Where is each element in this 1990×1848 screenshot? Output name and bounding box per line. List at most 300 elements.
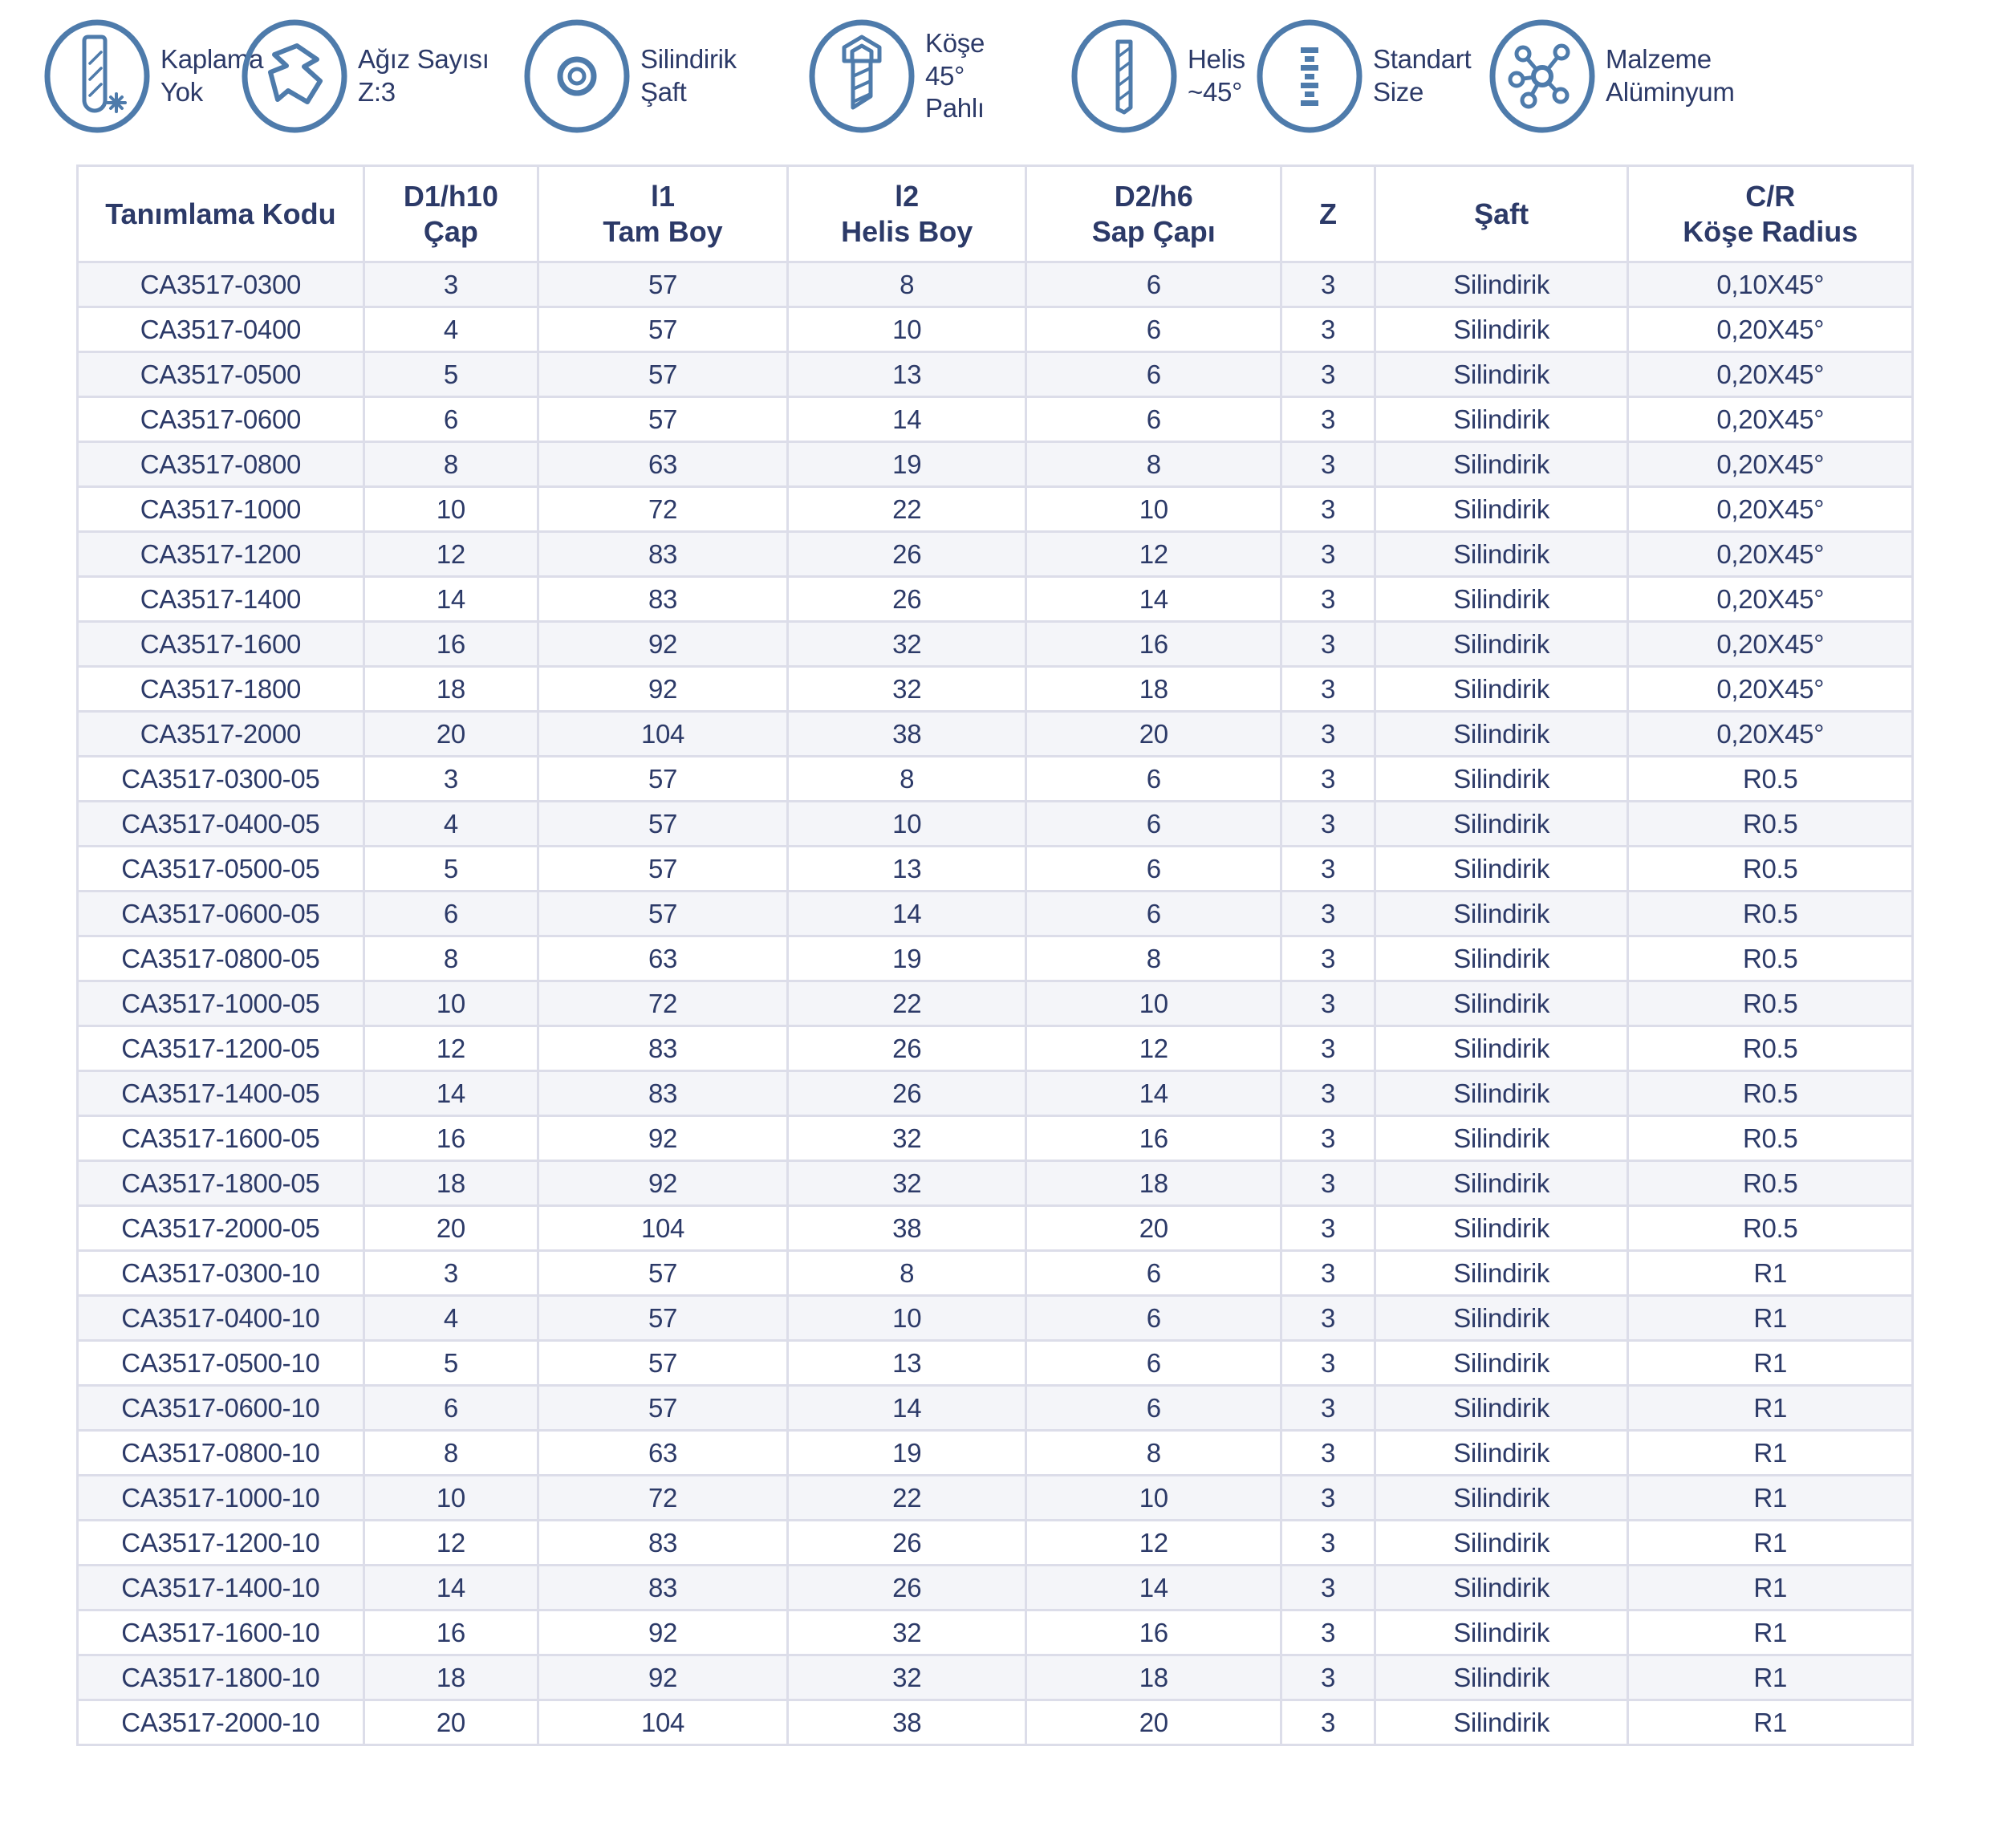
cell-cr: 0,20X45° [1628, 487, 1913, 532]
cell-code: CA3517-0600 [78, 397, 364, 442]
standard-size-icon [1254, 17, 1365, 136]
cell-l1: 57 [538, 262, 788, 307]
cell-cr: 0,20X45° [1628, 622, 1913, 667]
cell-z: 3 [1281, 1161, 1375, 1206]
table-row [78, 757, 1913, 802]
cell-z: 3 [1281, 936, 1375, 981]
column-header-d2: D2/h6 Sap Çapı [1026, 166, 1281, 262]
cell-d1: 4 [363, 307, 538, 352]
cell-cr: 0,20X45° [1628, 712, 1913, 757]
cell-shaft: Silindirik [1375, 1431, 1628, 1476]
cell-code: CA3517-1000-05 [78, 981, 364, 1026]
cell-z: 3 [1281, 847, 1375, 892]
table-row [78, 1341, 1913, 1386]
cell-d1: 8 [363, 1431, 538, 1476]
cell-d1: 10 [363, 487, 538, 532]
cell-code: CA3517-0800 [78, 442, 364, 487]
cell-cr: 0,20X45° [1628, 667, 1913, 712]
cell-l2: 8 [788, 262, 1026, 307]
cell-l2: 8 [788, 757, 1026, 802]
cell-shaft: Silindirik [1375, 307, 1628, 352]
cell-shaft: Silindirik [1375, 1251, 1628, 1296]
cell-z: 3 [1281, 352, 1375, 397]
cell-d1: 10 [363, 981, 538, 1026]
cell-code: CA3517-0400 [78, 307, 364, 352]
legend-label-corner-chamfer: Köşe 45° Pahlı [925, 27, 985, 124]
cell-d2: 6 [1026, 1386, 1281, 1431]
cell-d1: 5 [363, 352, 538, 397]
cell-l2: 32 [788, 622, 1026, 667]
cell-l2: 32 [788, 1610, 1026, 1655]
cell-l2: 32 [788, 1116, 1026, 1161]
cell-shaft: Silindirik [1375, 712, 1628, 757]
cell-z: 3 [1281, 1610, 1375, 1655]
cell-code: CA3517-2000-10 [78, 1700, 364, 1745]
cell-code: CA3517-1800 [78, 667, 364, 712]
cell-d1: 3 [363, 1251, 538, 1296]
cell-code: CA3517-1600 [78, 622, 364, 667]
table-header-row [78, 166, 1913, 262]
cell-l2: 38 [788, 712, 1026, 757]
cell-d1: 6 [363, 892, 538, 936]
cell-d2: 10 [1026, 1476, 1281, 1521]
cell-l2: 26 [788, 1026, 1026, 1071]
cell-cr: R1 [1628, 1431, 1913, 1476]
cell-z: 3 [1281, 532, 1375, 577]
cell-l1: 83 [538, 1521, 788, 1566]
cell-code: CA3517-0500 [78, 352, 364, 397]
cell-code: CA3517-0800-05 [78, 936, 364, 981]
cell-d2: 12 [1026, 1026, 1281, 1071]
cell-z: 3 [1281, 1071, 1375, 1116]
cell-d2: 8 [1026, 442, 1281, 487]
cell-d2: 6 [1026, 1296, 1281, 1341]
cell-l1: 57 [538, 397, 788, 442]
table-row [78, 802, 1913, 847]
corner-chamfer-icon [806, 17, 917, 136]
cell-l2: 10 [788, 802, 1026, 847]
cell-z: 3 [1281, 1296, 1375, 1341]
legend-label-helix-angle: Helis ~45° [1188, 44, 1245, 107]
cell-code: CA3517-0400-05 [78, 802, 364, 847]
cell-l1: 72 [538, 981, 788, 1026]
cell-l2: 32 [788, 1161, 1026, 1206]
cell-cr: R0.5 [1628, 936, 1913, 981]
cell-cr: 0,20X45° [1628, 397, 1913, 442]
flute-count-icon [239, 17, 350, 136]
table-row [78, 667, 1913, 712]
table-row [78, 712, 1913, 757]
cell-shaft: Silindirik [1375, 577, 1628, 622]
cell-d2: 14 [1026, 1071, 1281, 1116]
cell-z: 3 [1281, 1521, 1375, 1566]
cell-l2: 13 [788, 847, 1026, 892]
cell-d1: 20 [363, 1206, 538, 1251]
cell-l1: 57 [538, 1386, 788, 1431]
cell-d2: 6 [1026, 307, 1281, 352]
table-header [78, 166, 1913, 262]
cell-l1: 83 [538, 1026, 788, 1071]
cell-l1: 57 [538, 352, 788, 397]
cell-code: CA3517-1400 [78, 577, 364, 622]
cell-d1: 4 [363, 802, 538, 847]
cell-d1: 16 [363, 1116, 538, 1161]
cell-code: CA3517-2000 [78, 712, 364, 757]
cell-code: CA3517-1800-10 [78, 1655, 364, 1700]
table-row [78, 847, 1913, 892]
spec-table [76, 164, 1914, 1746]
cell-shaft: Silindirik [1375, 667, 1628, 712]
cell-cr: R0.5 [1628, 757, 1913, 802]
cell-l1: 72 [538, 487, 788, 532]
cell-code: CA3517-1000 [78, 487, 364, 532]
cell-z: 3 [1281, 1566, 1375, 1610]
cell-l2: 22 [788, 981, 1026, 1026]
cell-cr: R0.5 [1628, 892, 1913, 936]
cell-d1: 6 [363, 397, 538, 442]
material-aluminum-icon [1487, 17, 1598, 136]
cell-cr: 0,20X45° [1628, 352, 1913, 397]
cell-shaft: Silindirik [1375, 532, 1628, 577]
cell-cr: R1 [1628, 1655, 1913, 1700]
table-row [78, 307, 1913, 352]
cell-l1: 104 [538, 1206, 788, 1251]
cell-l2: 10 [788, 307, 1026, 352]
cell-l1: 83 [538, 1071, 788, 1116]
cell-d2: 6 [1026, 1251, 1281, 1296]
cell-d1: 18 [363, 1655, 538, 1700]
table-row [78, 1026, 1913, 1071]
cell-code: CA3517-0300-05 [78, 757, 364, 802]
cell-shaft: Silindirik [1375, 1296, 1628, 1341]
cell-l1: 104 [538, 1700, 788, 1745]
column-header-code: Tanımlama Kodu [78, 166, 364, 262]
cell-code: CA3517-1000-10 [78, 1476, 364, 1521]
cell-code: CA3517-1600-10 [78, 1610, 364, 1655]
legend-label-flute-count: Ağız Sayısı Z:3 [358, 44, 489, 107]
cell-l2: 38 [788, 1700, 1026, 1745]
cell-cr: 0,20X45° [1628, 442, 1913, 487]
legend-label-material-aluminum: Malzeme Alüminyum [1606, 44, 1735, 107]
cell-d2: 6 [1026, 397, 1281, 442]
cell-d1: 16 [363, 622, 538, 667]
cell-l2: 19 [788, 442, 1026, 487]
cell-shaft: Silindirik [1375, 487, 1628, 532]
legend-item-cylindrical-shaft [522, 16, 737, 136]
cell-d2: 18 [1026, 1161, 1281, 1206]
cell-code: CA3517-1200 [78, 532, 364, 577]
table-row [78, 1521, 1913, 1566]
cell-l2: 26 [788, 577, 1026, 622]
table-row [78, 1476, 1913, 1521]
cell-cr: R1 [1628, 1700, 1913, 1745]
cell-d2: 18 [1026, 667, 1281, 712]
legend-label-cylindrical-shaft: Silindirik Şaft [640, 44, 737, 107]
table-row [78, 1206, 1913, 1251]
cell-l1: 63 [538, 936, 788, 981]
cell-cr: R0.5 [1628, 1161, 1913, 1206]
cell-l1: 83 [538, 1566, 788, 1610]
cell-code: CA3517-0400-10 [78, 1296, 364, 1341]
cell-d2: 6 [1026, 847, 1281, 892]
cell-code: CA3517-1400-10 [78, 1566, 364, 1610]
table-row [78, 1700, 1913, 1745]
cell-d1: 16 [363, 1610, 538, 1655]
cell-shaft: Silindirik [1375, 1521, 1628, 1566]
cell-l1: 57 [538, 1251, 788, 1296]
cell-cr: R1 [1628, 1521, 1913, 1566]
cell-l2: 26 [788, 532, 1026, 577]
cell-d2: 16 [1026, 622, 1281, 667]
cell-cr: 0,20X45° [1628, 307, 1913, 352]
cell-l2: 38 [788, 1206, 1026, 1251]
table-row [78, 981, 1913, 1026]
cell-shaft: Silindirik [1375, 1116, 1628, 1161]
cell-z: 3 [1281, 262, 1375, 307]
cell-z: 3 [1281, 892, 1375, 936]
cell-d1: 5 [363, 847, 538, 892]
cell-l2: 32 [788, 1655, 1026, 1700]
cell-z: 3 [1281, 307, 1375, 352]
cell-z: 3 [1281, 667, 1375, 712]
cell-l1: 63 [538, 1431, 788, 1476]
cell-shaft: Silindirik [1375, 262, 1628, 307]
cell-l2: 19 [788, 936, 1026, 981]
legend-label-standard-size: Standart Size [1373, 44, 1472, 107]
cell-d1: 14 [363, 1566, 538, 1610]
cell-d1: 14 [363, 1071, 538, 1116]
cell-d2: 20 [1026, 712, 1281, 757]
table-row [78, 532, 1913, 577]
cell-l1: 57 [538, 1341, 788, 1386]
cell-l1: 92 [538, 1610, 788, 1655]
cell-cr: R1 [1628, 1566, 1913, 1610]
cell-shaft: Silindirik [1375, 1206, 1628, 1251]
cell-shaft: Silindirik [1375, 892, 1628, 936]
cell-cr: R0.5 [1628, 1071, 1913, 1116]
cell-z: 3 [1281, 1386, 1375, 1431]
cell-code: CA3517-2000-05 [78, 1206, 364, 1251]
cell-cr: R0.5 [1628, 1116, 1913, 1161]
cell-d2: 10 [1026, 981, 1281, 1026]
cell-z: 3 [1281, 397, 1375, 442]
cell-d1: 5 [363, 1341, 538, 1386]
legend-item-flute-count [239, 16, 489, 136]
cell-l2: 26 [788, 1521, 1026, 1566]
cell-cr: R0.5 [1628, 981, 1913, 1026]
cell-d1: 6 [363, 1386, 538, 1431]
table-row [78, 1386, 1913, 1431]
icon-legend [0, 0, 1990, 164]
column-header-cr: C/R Köşe Radius [1628, 166, 1913, 262]
cell-d1: 12 [363, 1026, 538, 1071]
legend-item-material-aluminum [1487, 16, 1735, 136]
helix-angle-icon [1069, 17, 1180, 136]
cell-l1: 92 [538, 1116, 788, 1161]
cell-code: CA3517-1800-05 [78, 1161, 364, 1206]
column-header-l2: l2 Helis Boy [788, 166, 1026, 262]
cell-l2: 26 [788, 1071, 1026, 1116]
cell-d1: 8 [363, 442, 538, 487]
cell-l1: 83 [538, 532, 788, 577]
cell-cr: R0.5 [1628, 1026, 1913, 1071]
cell-shaft: Silindirik [1375, 802, 1628, 847]
cell-d1: 18 [363, 1161, 538, 1206]
cell-shaft: Silindirik [1375, 1341, 1628, 1386]
cell-d1: 3 [363, 757, 538, 802]
legend-item-corner-chamfer [806, 16, 985, 136]
cell-z: 3 [1281, 1116, 1375, 1161]
cell-z: 3 [1281, 1431, 1375, 1476]
cell-z: 3 [1281, 442, 1375, 487]
cell-d2: 6 [1026, 352, 1281, 397]
cell-z: 3 [1281, 1341, 1375, 1386]
column-header-shaft: Şaft [1375, 166, 1628, 262]
cell-d2: 6 [1026, 802, 1281, 847]
table-body [78, 262, 1913, 1745]
table-row [78, 622, 1913, 667]
cell-z: 3 [1281, 1251, 1375, 1296]
table-row [78, 352, 1913, 397]
cell-code: CA3517-0300 [78, 262, 364, 307]
column-header-z: Z [1281, 166, 1375, 262]
cell-cr: R1 [1628, 1251, 1913, 1296]
cell-cr: R1 [1628, 1386, 1913, 1431]
cell-code: CA3517-0600-10 [78, 1386, 364, 1431]
cell-d2: 20 [1026, 1206, 1281, 1251]
cell-code: CA3517-0600-05 [78, 892, 364, 936]
cell-z: 3 [1281, 1476, 1375, 1521]
cell-z: 3 [1281, 1655, 1375, 1700]
cell-cr: R1 [1628, 1476, 1913, 1521]
cell-shaft: Silindirik [1375, 981, 1628, 1026]
cell-z: 3 [1281, 577, 1375, 622]
table-row [78, 577, 1913, 622]
cell-shaft: Silindirik [1375, 1655, 1628, 1700]
table-row [78, 1116, 1913, 1161]
cell-d2: 6 [1026, 757, 1281, 802]
table-row [78, 487, 1913, 532]
cell-cr: R1 [1628, 1610, 1913, 1655]
cell-l2: 22 [788, 487, 1026, 532]
cell-shaft: Silindirik [1375, 397, 1628, 442]
cell-code: CA3517-1200-05 [78, 1026, 364, 1071]
cell-shaft: Silindirik [1375, 1610, 1628, 1655]
cell-d1: 12 [363, 532, 538, 577]
cell-l2: 22 [788, 1476, 1026, 1521]
cell-l2: 19 [788, 1431, 1026, 1476]
table-row [78, 262, 1913, 307]
cell-l2: 13 [788, 1341, 1026, 1386]
table-row [78, 892, 1913, 936]
cell-shaft: Silindirik [1375, 1071, 1628, 1116]
table-row [78, 1161, 1913, 1206]
cell-l2: 14 [788, 1386, 1026, 1431]
cell-l1: 92 [538, 622, 788, 667]
cell-l2: 26 [788, 1566, 1026, 1610]
cell-z: 3 [1281, 1026, 1375, 1071]
cell-code: CA3517-1400-05 [78, 1071, 364, 1116]
table-row [78, 1566, 1913, 1610]
cell-cr: 0,20X45° [1628, 532, 1913, 577]
cylindrical-shaft-icon [522, 17, 632, 136]
cell-code: CA3517-1200-10 [78, 1521, 364, 1566]
table-row [78, 442, 1913, 487]
cell-cr: R0.5 [1628, 1206, 1913, 1251]
cell-l2: 10 [788, 1296, 1026, 1341]
cell-d1: 14 [363, 577, 538, 622]
cell-d2: 12 [1026, 532, 1281, 577]
cell-z: 3 [1281, 622, 1375, 667]
cell-shaft: Silindirik [1375, 936, 1628, 981]
cell-d2: 16 [1026, 1610, 1281, 1655]
cell-shaft: Silindirik [1375, 1566, 1628, 1610]
table-row [78, 1251, 1913, 1296]
cell-shaft: Silindirik [1375, 352, 1628, 397]
cell-l1: 63 [538, 442, 788, 487]
cell-l1: 57 [538, 307, 788, 352]
cell-d1: 18 [363, 667, 538, 712]
cell-d2: 14 [1026, 577, 1281, 622]
cell-d2: 8 [1026, 1431, 1281, 1476]
cell-d2: 20 [1026, 1700, 1281, 1745]
cell-d2: 12 [1026, 1521, 1281, 1566]
cell-shaft: Silindirik [1375, 1700, 1628, 1745]
cell-l1: 92 [538, 1161, 788, 1206]
cell-code: CA3517-0500-10 [78, 1341, 364, 1386]
legend-item-no-coating [42, 16, 263, 136]
cell-l1: 92 [538, 667, 788, 712]
cell-z: 3 [1281, 981, 1375, 1026]
cell-d1: 4 [363, 1296, 538, 1341]
cell-d2: 18 [1026, 1655, 1281, 1700]
cell-l2: 8 [788, 1251, 1026, 1296]
cell-d2: 6 [1026, 1341, 1281, 1386]
cell-cr: 0,10X45° [1628, 262, 1913, 307]
cell-cr: R1 [1628, 1341, 1913, 1386]
cell-d2: 6 [1026, 262, 1281, 307]
cell-code: CA3517-1600-05 [78, 1116, 364, 1161]
cell-d1: 3 [363, 262, 538, 307]
cell-shaft: Silindirik [1375, 442, 1628, 487]
cell-l1: 92 [538, 1655, 788, 1700]
cell-cr: R0.5 [1628, 847, 1913, 892]
cell-shaft: Silindirik [1375, 1386, 1628, 1431]
cell-l1: 104 [538, 712, 788, 757]
cell-z: 3 [1281, 487, 1375, 532]
cell-d1: 10 [363, 1476, 538, 1521]
cell-shaft: Silindirik [1375, 757, 1628, 802]
cell-z: 3 [1281, 802, 1375, 847]
legend-item-helix-angle [1069, 16, 1245, 136]
cell-d1: 12 [363, 1521, 538, 1566]
cell-shaft: Silindirik [1375, 1026, 1628, 1071]
table-row [78, 1296, 1913, 1341]
cell-d2: 14 [1026, 1566, 1281, 1610]
cell-l1: 57 [538, 892, 788, 936]
column-header-l1: l1 Tam Boy [538, 166, 788, 262]
cell-cr: R1 [1628, 1296, 1913, 1341]
cell-shaft: Silindirik [1375, 847, 1628, 892]
cell-d1: 20 [363, 712, 538, 757]
cell-l2: 14 [788, 892, 1026, 936]
cell-l1: 57 [538, 1296, 788, 1341]
cell-shaft: Silindirik [1375, 1476, 1628, 1521]
table-row [78, 936, 1913, 981]
cell-l2: 32 [788, 667, 1026, 712]
cell-d1: 20 [363, 1700, 538, 1745]
cell-shaft: Silindirik [1375, 1161, 1628, 1206]
